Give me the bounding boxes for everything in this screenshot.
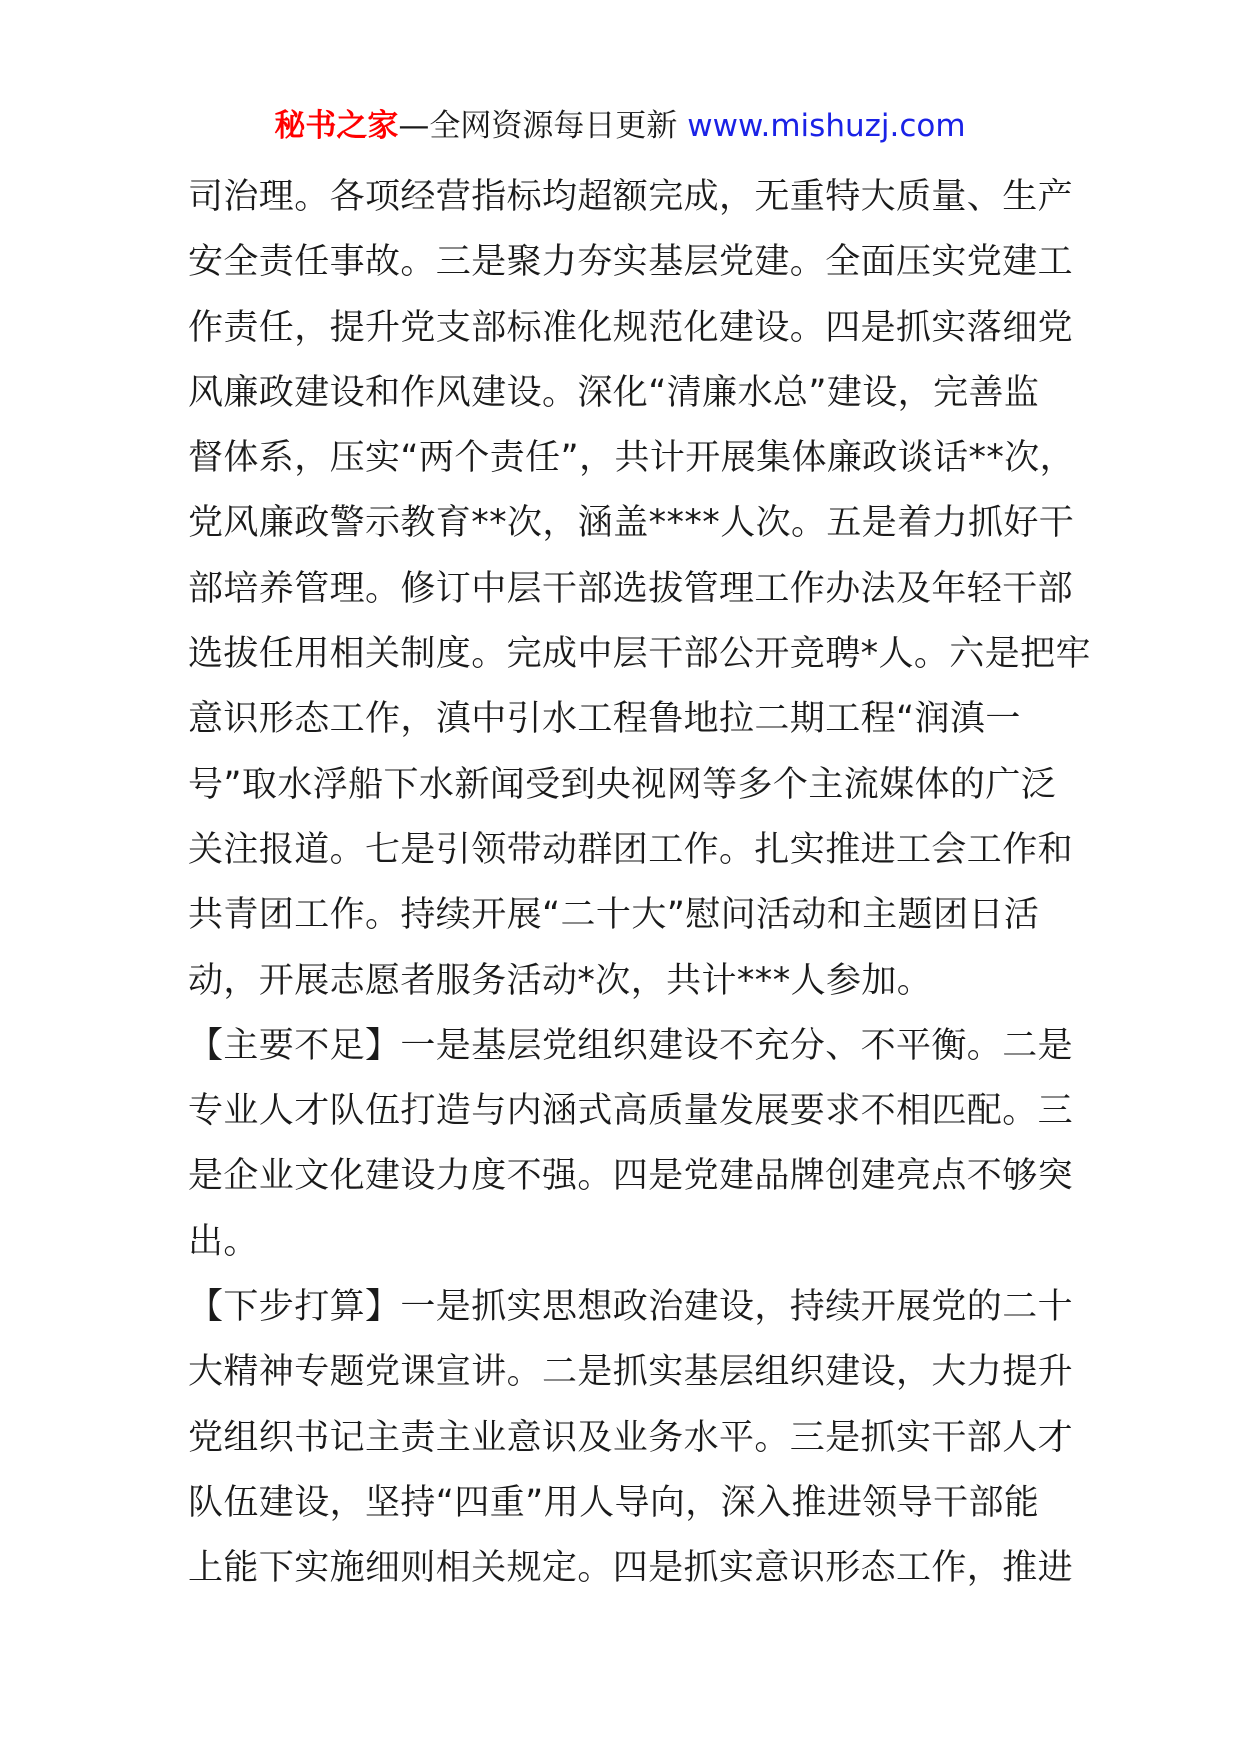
body-line: 部培养管理。修订中层干部选拔管理工作办法及年轻干部 [188,568,1074,609]
page-header [0,104,1240,148]
body-line: 安全责任事故。三是聚力夯实基层党建。全面压实党建工 [188,242,1074,283]
body-line: 动，开展志愿者服务活动*次，共计***人参加。 [188,960,933,1001]
header-tagline: —全网资源每日更新 [398,108,678,144]
brand-name: 秘书之家 [274,108,399,144]
document-body [188,165,1091,1602]
body-line: 专业人才队伍打造与内涵式高质量发展要求不相匹配。三 [188,1091,1074,1132]
body-line: 号”取水浮船下水新闻受到央视网等多个主流媒体的广泛 [188,764,1057,805]
body-line: 关注报道。七是引领带动群团工作。扎实推进工会工作和 [188,829,1074,870]
body-line: 大精神专题党课宣讲。二是抓实基层组织建设，大力提升 [188,1352,1074,1393]
site-url-link[interactable]: www.mishuzj.com [687,108,966,144]
body-line: 共青团工作。持续开展“二十大”慰问活动和主题团日活 [188,895,1040,936]
body-line: 作责任，提升党支部标准化规范化建设。四是抓实落细党 [188,307,1074,348]
body-line: 党风廉政警示教育**次，涵盖****人次。五是着力抓好干 [188,503,1075,544]
body-line: 是企业文化建设力度不强。四是党建品牌创建亮点不够突 [188,1156,1074,1197]
section-main-shortcomings: 【主要不足】一是基层党组织建设不充分、不平衡。二是 [188,1025,1074,1066]
body-line: 督体系，压实“两个责任”，共计开展集体廉政谈话**次， [188,438,1076,479]
body-line: 选拔任用相关制度。完成中层干部公开竞聘*人。六是把牢 [188,634,1091,675]
body-line: 出。 [188,1221,259,1262]
body-line: 意识形态工作，滇中引水工程鲁地拉二期工程“润滇一 [188,699,1021,740]
body-line: 党组织书记主责主业意识及业务水平。三是抓实干部人才 [188,1417,1074,1458]
body-line: 司治理。各项经营指标均超额完成，无重特大质量、生产 [188,177,1074,217]
section-next-steps: 【下步打算】一是抓实思想政治建设，持续开展党的二十 [188,1287,1074,1328]
body-line: 队伍建设，坚持“四重”用人导向，深入推进领导干部能 [188,1482,1040,1523]
body-line: 风廉政建设和作风建设。深化“清廉水总”建设，完善监 [188,372,1040,413]
body-line: 上能下实施细则相关规定。四是抓实意识形态工作，推进 [188,1548,1074,1589]
